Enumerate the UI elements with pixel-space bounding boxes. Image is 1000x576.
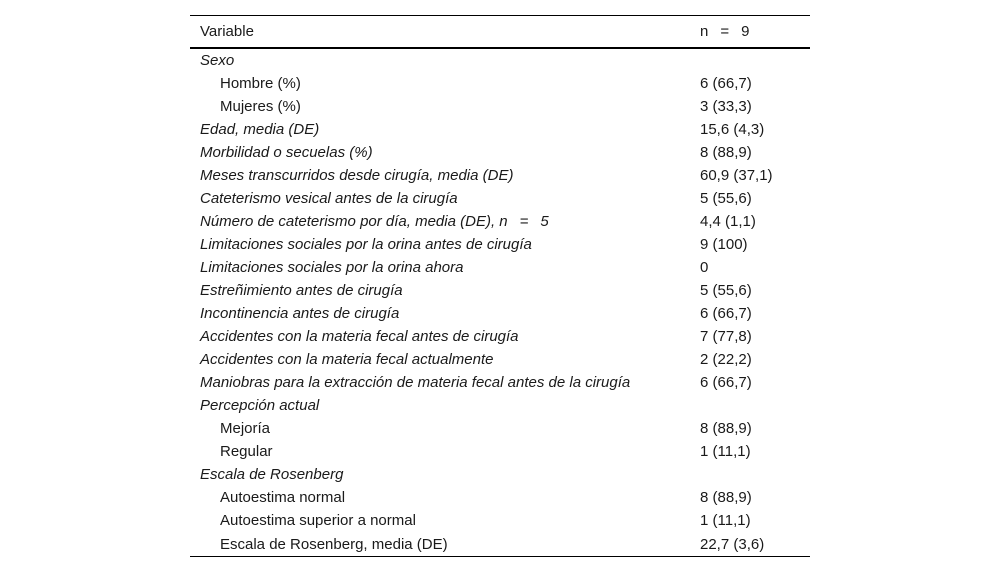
header-row — [190, 16, 810, 49]
table-row — [190, 532, 810, 557]
table-row — [190, 164, 810, 187]
table-row — [190, 141, 810, 164]
row-label — [190, 210, 690, 233]
table-row — [190, 279, 810, 302]
row-value: 7 (77,8) — [700, 328, 752, 345]
row-label: Percepción actual — [200, 397, 320, 414]
row-label-prefix: Número de cateterismo por día, media (DE), n — [200, 213, 508, 230]
table-row — [190, 394, 810, 417]
header-n-equals: = — [720, 23, 730, 40]
row-label: Incontinencia antes de cirugía — [200, 305, 400, 322]
table-row — [190, 187, 810, 210]
row-value: 9 (100) — [700, 236, 748, 253]
table-row — [190, 48, 810, 72]
header-n-label: n — [700, 23, 709, 40]
table-row — [190, 95, 810, 118]
table-row — [190, 325, 810, 348]
row-label: Morbilidad o secuelas (%) — [200, 144, 373, 161]
row-value: 4,4 (1,1) — [700, 213, 756, 230]
header-variable: Variable — [200, 23, 254, 40]
row-value — [690, 394, 810, 417]
table-row — [190, 417, 810, 440]
row-label: Accidentes con la materia fecal actualmente — [200, 351, 494, 368]
row-value: 15,6 (4,3) — [700, 121, 765, 138]
table-row — [190, 118, 810, 141]
table-row — [190, 72, 810, 95]
row-label: Maniobras para la extracción de materia fecal antes de la cirugía — [200, 374, 631, 391]
table-row — [190, 486, 810, 509]
table-row — [190, 509, 810, 532]
row-label: Cateterismo vesical antes de la cirugía — [200, 190, 458, 207]
row-value: 0 — [700, 259, 709, 276]
data-table — [190, 15, 810, 557]
table-body — [190, 48, 810, 557]
row-value: 8 (88,9) — [700, 420, 752, 437]
row-value: 60,9 (37,1) — [700, 167, 773, 184]
row-label: Regular — [220, 443, 273, 460]
row-value: 1 (11,1) — [700, 443, 751, 460]
row-value: 5 (55,6) — [700, 190, 752, 207]
row-value: 2 (22,2) — [700, 351, 752, 368]
row-label: Limitaciones sociales por la orina antes de cirugía — [200, 236, 532, 253]
row-label: Accidentes con la materia fecal antes de cirugía — [200, 328, 519, 345]
row-label: Autoestima superior a normal — [220, 512, 416, 529]
row-value: 8 (88,9) — [700, 489, 752, 506]
data-table-container — [190, 15, 810, 557]
table-row — [190, 210, 810, 233]
row-label: Edad, media (DE) — [200, 121, 320, 138]
row-value: 5 (55,6) — [700, 282, 752, 299]
row-label: Sexo — [200, 52, 235, 69]
row-value — [690, 48, 810, 72]
row-value: 8 (88,9) — [700, 144, 752, 161]
row-label: Mejoría — [220, 420, 271, 437]
table-row — [190, 256, 810, 279]
row-label-suffix: 5 — [540, 213, 549, 230]
table-row — [190, 302, 810, 325]
table-header — [190, 16, 810, 49]
row-value: 3 (33,3) — [700, 98, 752, 115]
header-n — [690, 16, 810, 49]
row-value: 6 (66,7) — [700, 374, 752, 391]
table-row — [190, 233, 810, 256]
table-row — [190, 440, 810, 463]
row-label: Meses transcurridos desde cirugía, media (DE) — [200, 167, 514, 184]
row-value: 22,7 (3,6) — [700, 535, 765, 553]
row-label: Estreñimiento antes de cirugía — [200, 282, 403, 299]
table-row — [190, 463, 810, 486]
row-label: Autoestima normal — [220, 489, 346, 506]
table-row — [190, 348, 810, 371]
row-label: Mujeres (%) — [220, 98, 301, 115]
row-label: Escala de Rosenberg — [200, 466, 344, 483]
row-value: 6 (66,7) — [700, 305, 752, 322]
header-n-value: 9 — [741, 23, 750, 40]
row-label: Escala de Rosenberg, media (DE) — [220, 535, 448, 553]
table-row — [190, 371, 810, 394]
row-value: 6 (66,7) — [700, 75, 752, 92]
row-value — [690, 463, 810, 486]
row-label-equals: = — [519, 213, 529, 230]
row-label: Hombre (%) — [220, 75, 301, 92]
row-value: 1 (11,1) — [700, 512, 751, 529]
row-label: Limitaciones sociales por la orina ahora — [200, 259, 464, 276]
